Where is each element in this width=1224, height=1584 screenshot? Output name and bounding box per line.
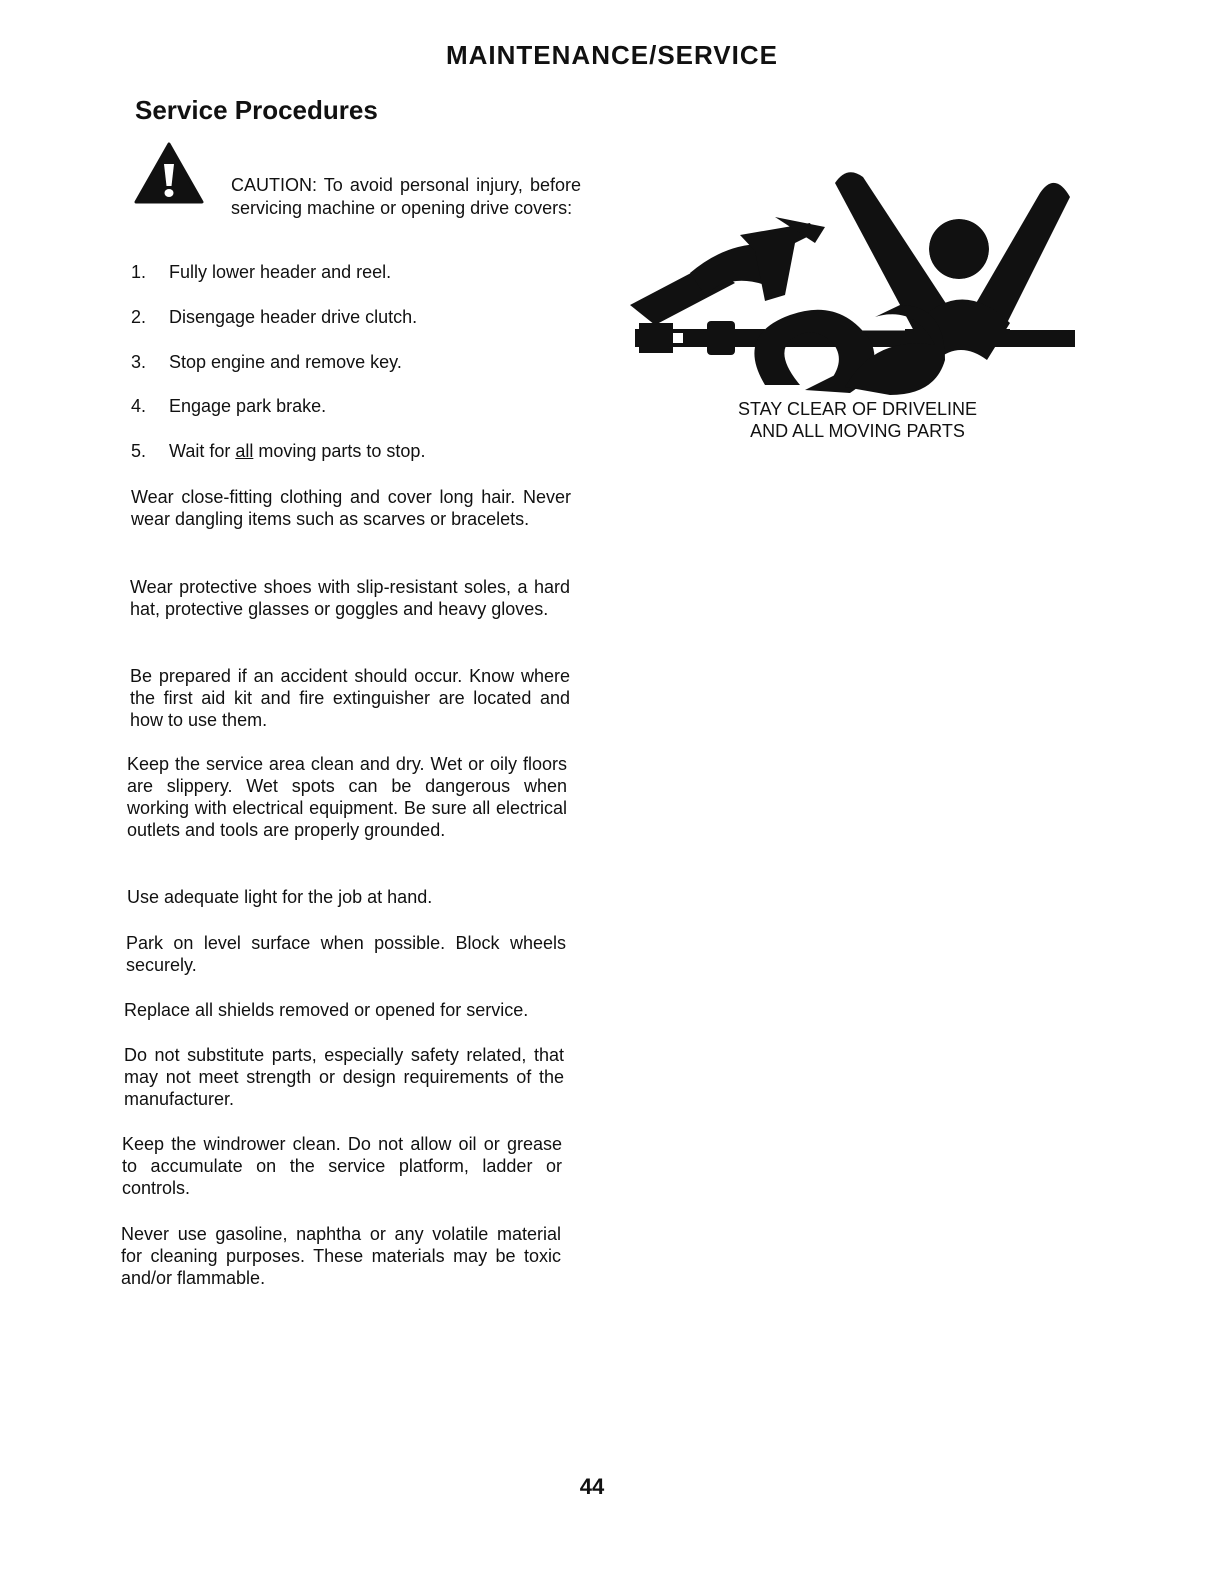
step-item bbox=[131, 351, 591, 396]
caption-line: STAY CLEAR OF DRIVELINE bbox=[737, 399, 978, 419]
safety-paragraph bbox=[130, 576, 570, 620]
driveline-entanglement-icon bbox=[615, 155, 1085, 395]
step-number: 4. bbox=[131, 396, 147, 417]
paragraph-text: Park on level surface when possible. Block wheels securely. bbox=[126, 933, 566, 975]
step-item bbox=[131, 395, 591, 440]
caption-line: AND ALL MOVING PARTS bbox=[750, 421, 965, 441]
page-header: MAINTENANCE/SERVICE bbox=[445, 40, 778, 70]
step-text: Fully lower header and reel. bbox=[169, 262, 392, 282]
step-item bbox=[131, 306, 591, 351]
step-number: 3. bbox=[131, 351, 147, 372]
warning-triangle-icon bbox=[134, 142, 204, 204]
procedure-steps bbox=[131, 261, 591, 485]
caution-text: CAUTION: To avoid personal injury, before servicing machine or opening drive covers: bbox=[231, 175, 581, 218]
step-text-underlined: all bbox=[235, 441, 254, 462]
safety-paragraph bbox=[124, 1044, 564, 1110]
step-text bbox=[169, 440, 425, 463]
step-number: 5. bbox=[131, 441, 147, 462]
paragraph-text: Never use gasoline, naphtha or any volatile material for cleaning purposes. These materials may be toxic and/or flammable. bbox=[121, 1224, 561, 1288]
step-item bbox=[131, 440, 591, 485]
figure-caption bbox=[690, 398, 1025, 442]
step-item bbox=[131, 261, 591, 306]
safety-paragraph bbox=[131, 486, 571, 530]
safety-paragraph bbox=[126, 932, 566, 976]
paragraph-text: Keep the service area clean and dry. Wet or oily floors are slippery. Wet spots can be dangerous when working with electrical equipment. Be sure all electrical outlets and tools are properly grounded. bbox=[127, 754, 567, 840]
paragraph-text: Replace all shields removed or opened for service. bbox=[124, 1000, 529, 1020]
step-text-after: moving parts to stop. bbox=[253, 441, 426, 462]
step-number: 2. bbox=[131, 306, 147, 327]
step-text: Stop engine and remove key. bbox=[169, 351, 402, 372]
paragraph-text: Be prepared if an accident should occur. Know where the first aid kit and fire extinguisher are located and how to use them. bbox=[130, 666, 570, 730]
paragraph-text: Wear protective shoes with slip-resistant soles, a hard hat, protective glasses or goggles and heavy gloves. bbox=[130, 577, 570, 619]
safety-paragraph bbox=[121, 1223, 561, 1289]
paragraph-text: Do not substitute parts, especially safety related, that may not meet strength or design requirements of the manufacturer. bbox=[124, 1045, 564, 1109]
step-text: Disengage header drive clutch. bbox=[169, 306, 418, 327]
safety-paragraph bbox=[124, 999, 564, 1021]
section-title: Service Procedures bbox=[135, 95, 378, 125]
paragraph-text: Wear close-fitting clothing and cover long hair. Never wear dangling items such as scarves or bracelets. bbox=[131, 487, 571, 529]
page-number: 44 bbox=[579, 1474, 605, 1499]
safety-paragraph bbox=[127, 753, 567, 841]
safety-paragraph bbox=[127, 886, 567, 908]
step-text-before: Wait for bbox=[169, 441, 236, 462]
step-text: Engage park brake. bbox=[169, 396, 327, 417]
paragraph-text: Use adequate light for the job at hand. bbox=[127, 887, 433, 907]
safety-paragraph bbox=[130, 665, 570, 731]
step-number: 1. bbox=[131, 262, 147, 282]
paragraph-text: Keep the windrower clean. Do not allow oil or grease to accumulate on the service platform, ladder or controls. bbox=[122, 1134, 562, 1198]
safety-paragraph bbox=[122, 1133, 562, 1199]
